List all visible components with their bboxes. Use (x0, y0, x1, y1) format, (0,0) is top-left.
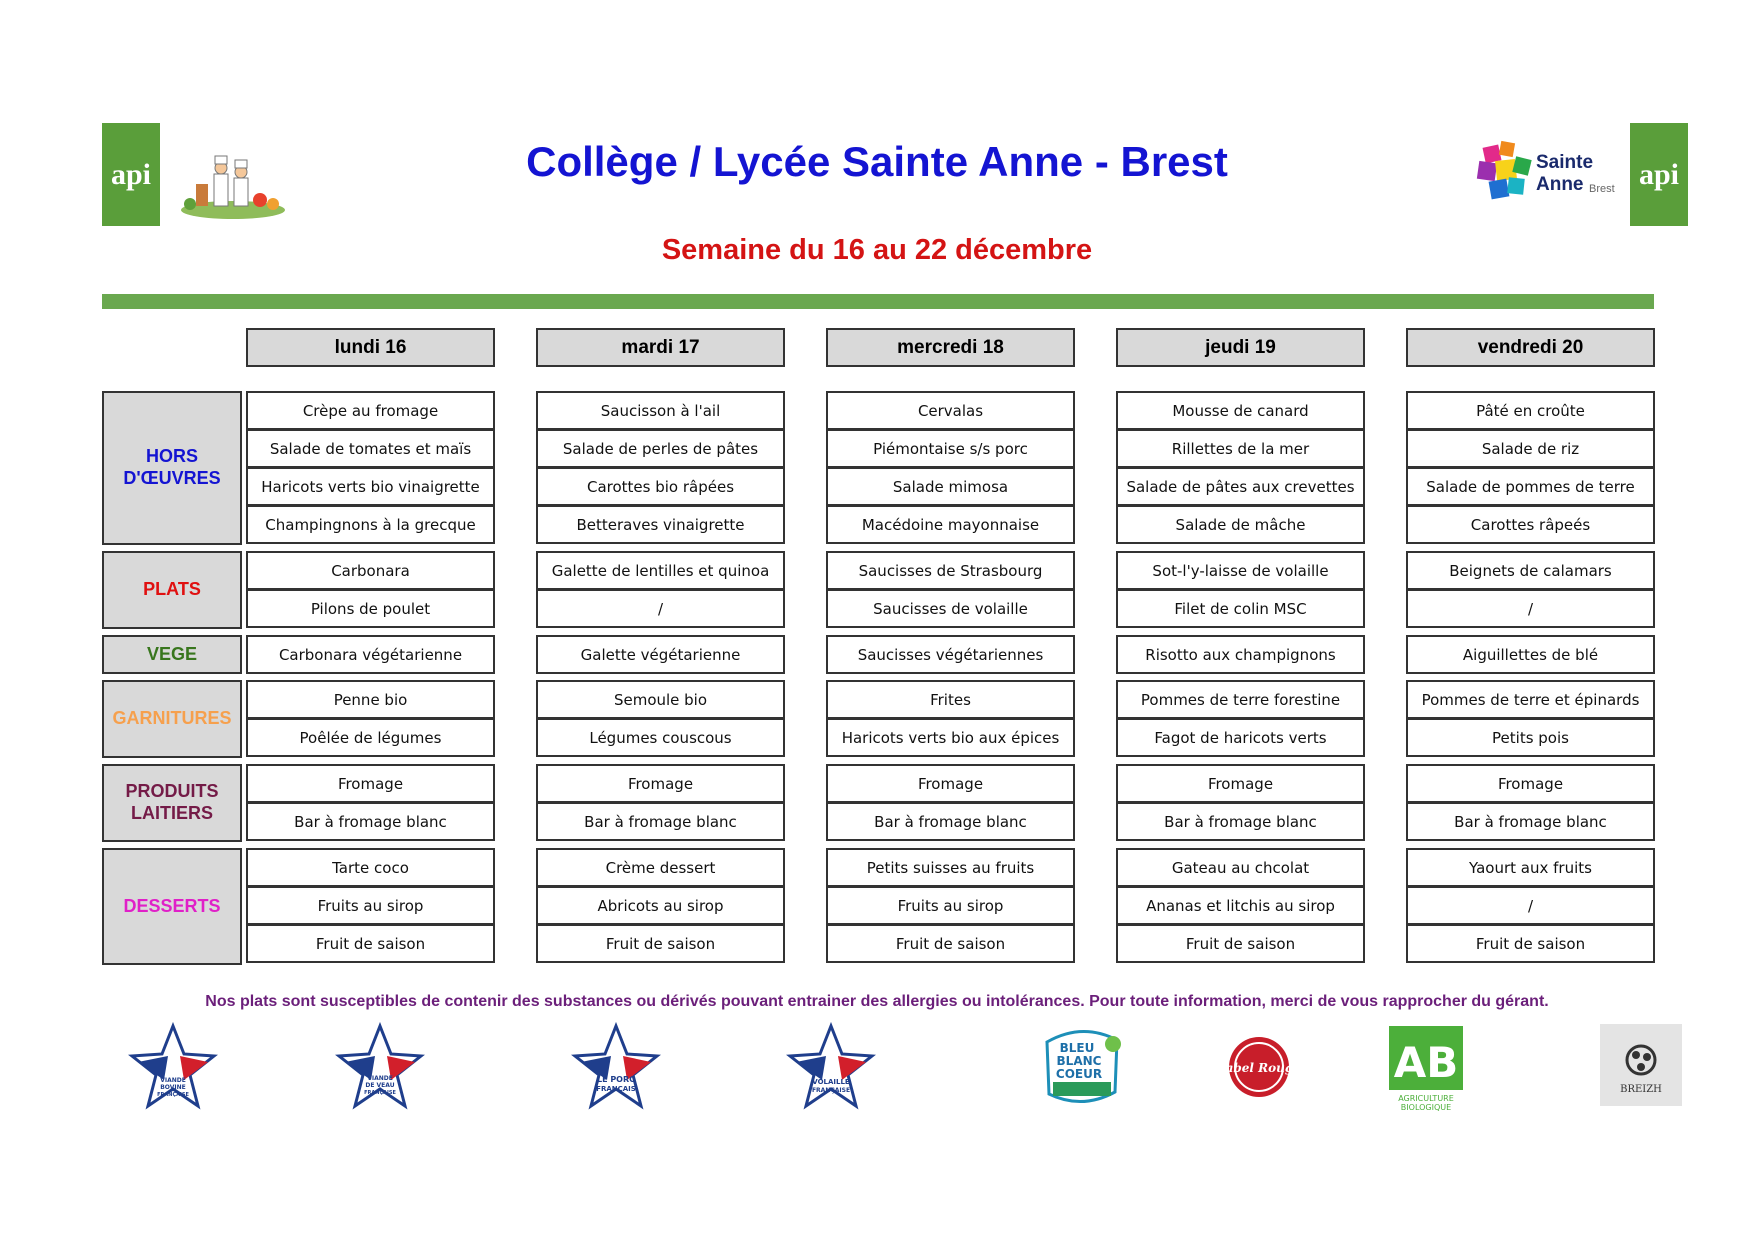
menu-item-vege: Aiguillettes de blé (1406, 635, 1655, 674)
menu-item-produits-laitiers: Bar à fromage blanc (1406, 802, 1655, 841)
menu-item-hors-doeuvres: Mousse de canard (1116, 391, 1365, 430)
menu-item-plats: Saucisses de volaille (826, 589, 1075, 628)
menu-item-desserts: Fruits au sirop (246, 886, 495, 925)
menu-item-hors-doeuvres: Cervalas (826, 391, 1075, 430)
day-header-wednesday: mercredi 18 (826, 328, 1075, 367)
menu-item-garnitures: Pommes de terre forestine (1116, 680, 1365, 719)
category-hors-doeuvres: HORS D'ŒUVRES (102, 391, 242, 545)
day-header-friday: vendredi 20 (1406, 328, 1655, 367)
svg-text:FRANÇAISE: FRANÇAISE (364, 1090, 396, 1096)
menu-item-garnitures: Petits pois (1406, 718, 1655, 757)
day-header-tuesday: mardi 17 (536, 328, 785, 367)
menu-item-desserts: Abricots au sirop (536, 886, 785, 925)
svg-text:BREIZH: BREIZH (1620, 1084, 1662, 1095)
menu-item-desserts: Fruit de saison (536, 924, 785, 963)
le-porc-francais-logo (571, 1022, 661, 1112)
svg-text:BIOLOGIQUE: BIOLOGIQUE (1400, 1103, 1452, 1112)
category-vege: VEGE (102, 635, 242, 674)
viande-bovine-francaise-logo (128, 1022, 218, 1112)
menu-item-vege: Galette végétarienne (536, 635, 785, 674)
menu-item-garnitures: Légumes couscous (536, 718, 785, 757)
menu-item-produits-laitiers: Bar à fromage blanc (1116, 802, 1365, 841)
menu-item-plats: / (1406, 589, 1655, 628)
menu-item-hors-doeuvres: Carottes râpeés (1406, 505, 1655, 544)
menu-item-produits-laitiers: Fromage (246, 764, 495, 803)
menu-item-hors-doeuvres: Salade mimosa (826, 467, 1075, 506)
menu-item-desserts: Fruit de saison (826, 924, 1075, 963)
menu-item-desserts: Fruit de saison (1406, 924, 1655, 963)
menu-item-garnitures: Pommes de terre et épinards (1406, 680, 1655, 719)
svg-text:AGRICULTURE: AGRICULTURE (1398, 1094, 1454, 1103)
menu-item-plats: / (536, 589, 785, 628)
menu-item-hors-doeuvres: Betteraves vinaigrette (536, 505, 785, 544)
week-title: Semaine du 16 au 22 décembre (661, 234, 1093, 266)
menu-item-vege: Carbonara végétarienne (246, 635, 495, 674)
viande-de-veau-francaise-logo (335, 1022, 425, 1112)
menu-item-produits-laitiers: Bar à fromage blanc (536, 802, 785, 841)
svg-text:LE PORC: LE PORC (596, 1075, 636, 1084)
category-plats: PLATS (102, 551, 242, 629)
menu-item-hors-doeuvres: Crèpe au fromage (246, 391, 495, 430)
category-garnitures: GARNITURES (102, 680, 242, 758)
menu-item-plats: Filet de colin MSC (1116, 589, 1365, 628)
menu-item-plats: Beignets de calamars (1406, 551, 1655, 590)
day-header-monday: lundi 16 (246, 328, 495, 367)
agriculture-biologique-logo (1381, 1022, 1471, 1112)
menu-item-produits-laitiers: Fromage (826, 764, 1075, 803)
menu-item-plats: Carbonara (246, 551, 495, 590)
svg-text:DE VEAU: DE VEAU (365, 1082, 395, 1089)
menu-item-garnitures: Fagot de haricots verts (1116, 718, 1365, 757)
menu-item-garnitures: Semoule bio (536, 680, 785, 719)
breizh-logo (1596, 1020, 1686, 1110)
menu-item-desserts: / (1406, 886, 1655, 925)
menu-item-hors-doeuvres: Salade de riz (1406, 429, 1655, 468)
menu-item-hors-doeuvres: Salade de perles de pâtes (536, 429, 785, 468)
school-logo-line1: Sainte (1536, 152, 1594, 173)
day-header-thursday: jeudi 19 (1116, 328, 1365, 367)
menu-item-hors-doeuvres: Haricots verts bio vinaigrette (246, 467, 495, 506)
header-divider (102, 294, 1654, 309)
menu-item-garnitures: Poêlée de légumes (246, 718, 495, 757)
svg-text:BOVINE: BOVINE (160, 1084, 186, 1091)
bleu-blanc-coeur-logo (1037, 1022, 1127, 1112)
api-logo-left: api (102, 123, 160, 226)
menu-item-desserts: Petits suisses au fruits (826, 848, 1075, 887)
menu-item-desserts: Ananas et litchis au sirop (1116, 886, 1365, 925)
menu-item-vege: Saucisses végétariennes (826, 635, 1075, 674)
menu-item-hors-doeuvres: Saucisson à l'ail (536, 391, 785, 430)
menu-item-produits-laitiers: Fromage (536, 764, 785, 803)
svg-text:COEUR: COEUR (1055, 1067, 1103, 1081)
school-logo-line3: Brest (1589, 183, 1615, 195)
menu-item-desserts: Yaourt aux fruits (1406, 848, 1655, 887)
menu-item-plats: Pilons de poulet (246, 589, 495, 628)
menu-item-plats: Sot-l'y-laisse de volaille (1116, 551, 1365, 590)
menu-item-plats: Galette de lentilles et quinoa (536, 551, 785, 590)
menu-item-plats: Saucisses de Strasbourg (826, 551, 1075, 590)
svg-text:VOLAILLE: VOLAILLE (812, 1078, 850, 1086)
menu-item-desserts: Crème dessert (536, 848, 785, 887)
menu-item-hors-doeuvres: Rillettes de la mer (1116, 429, 1365, 468)
menu-item-vege: Risotto aux champignons (1116, 635, 1365, 674)
menu-item-garnitures: Penne bio (246, 680, 495, 719)
menu-item-desserts: Fruit de saison (1116, 924, 1365, 963)
svg-text:VIANDE: VIANDE (367, 1075, 393, 1082)
school-logo-line2: Anne (1536, 174, 1584, 195)
sainte-anne-logo (1476, 138, 1616, 218)
label-rouge-logo (1214, 1022, 1304, 1112)
menu-item-produits-laitiers: Bar à fromage blanc (246, 802, 495, 841)
menu-item-desserts: Gateau au chcolat (1116, 848, 1365, 887)
menu-item-hors-doeuvres: Carottes bio râpées (536, 467, 785, 506)
svg-text:Label Rouge: Label Rouge (1217, 1061, 1301, 1075)
menu-item-desserts: Tarte coco (246, 848, 495, 887)
menu-item-produits-laitiers: Bar à fromage blanc (826, 802, 1075, 841)
api-logo-right: api (1630, 123, 1688, 226)
volaille-francaise-logo (786, 1022, 876, 1112)
category-desserts: DESSERTS (102, 848, 242, 965)
menu-item-produits-laitiers: Fromage (1116, 764, 1365, 803)
svg-text:BLEU: BLEU (1059, 1041, 1095, 1055)
menu-item-desserts: Fruits au sirop (826, 886, 1075, 925)
svg-text:FRANÇAIS: FRANÇAIS (596, 1085, 636, 1093)
menu-item-garnitures: Frites (826, 680, 1075, 719)
menu-item-hors-doeuvres: Salade de mâche (1116, 505, 1365, 544)
menu-item-hors-doeuvres: Salade de pommes de terre (1406, 467, 1655, 506)
menu-item-hors-doeuvres: Champingnons à la grecque (246, 505, 495, 544)
menu-item-hors-doeuvres: Piémontaise s/s porc (826, 429, 1075, 468)
svg-text:AB: AB (1393, 1038, 1459, 1087)
menu-item-hors-doeuvres: Pâté en croûte (1406, 391, 1655, 430)
category-produits-laitiers: PRODUITS LAITIERS (102, 764, 242, 842)
menu-item-produits-laitiers: Fromage (1406, 764, 1655, 803)
svg-text:FRANÇAISE: FRANÇAISE (811, 1087, 851, 1094)
allergy-note: Nos plats sont susceptibles de contenir des substances ou dérivés pouvant entrainer des allergies ou intolérances. Pour toute information, merci de vous rapprocher du gérant. (205, 993, 1549, 1010)
menu-item-hors-doeuvres: Salade de pâtes aux crevettes (1116, 467, 1365, 506)
menu-item-hors-doeuvres: Salade de tomates et maïs (246, 429, 495, 468)
menu-item-desserts: Fruit de saison (246, 924, 495, 963)
menu-item-hors-doeuvres: Macédoine mayonnaise (826, 505, 1075, 544)
svg-text:BLANC: BLANC (1056, 1054, 1102, 1068)
svg-text:VIANDE: VIANDE (160, 1077, 186, 1084)
svg-text:FRANÇAISE: FRANÇAISE (157, 1092, 189, 1098)
page-title: Collège / Lycée Sainte Anne - Brest (526, 138, 1228, 185)
menu-item-garnitures: Haricots verts bio aux épices (826, 718, 1075, 757)
